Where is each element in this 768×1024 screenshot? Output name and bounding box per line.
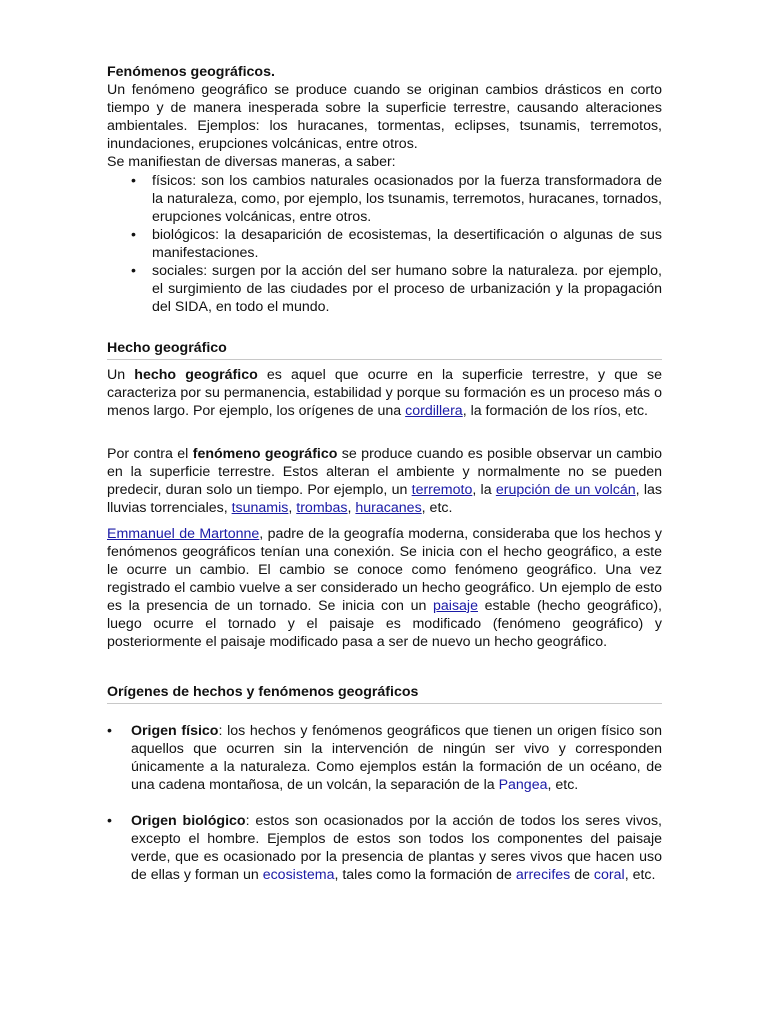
- paragraph-fenomeno: [107, 445, 662, 517]
- link-erupcion-volcan[interactable]: erupción de un volcán: [495, 482, 636, 498]
- text: ,: [347, 500, 356, 516]
- link-arrecifes[interactable]: arrecifes: [515, 867, 571, 883]
- manifest-line: Se manifiestan de diversas maneras, a saber:: [107, 154, 396, 170]
- paragraph-martonne: [107, 525, 662, 651]
- text: Un: [107, 367, 135, 383]
- link-pangea[interactable]: Pangea: [498, 777, 548, 793]
- link-paisaje[interactable]: paisaje: [433, 598, 478, 614]
- bullet-icon: •: [107, 813, 112, 829]
- link-emmanuel-de-martonne[interactable]: Emmanuel de Martonne: [107, 526, 260, 542]
- text: , tales como la formación de: [334, 867, 516, 883]
- list-item-text: sociales: surgen por la acción del ser humano sobre la naturaleza. por ejemplo, el surgimiento de las ciudades por el proceso de urbanización y la propagación del SIDA, en todo el mundo.: [152, 263, 662, 315]
- manifest-list: [107, 172, 662, 316]
- link-trombas[interactable]: trombas: [296, 500, 348, 516]
- text: : los hechos y fenómenos geográficos que tienen un origen físico son aquellos que ocurren sin la intervención de ningún ser vivo y corresponden únicamente a la naturaleza. Como ejemplos están la formación de un océano, de una cadena montañosa, de un volcán, la separación de la: [131, 723, 663, 793]
- text: , la: [472, 482, 496, 498]
- link-ecosistema[interactable]: ecosistema: [262, 867, 335, 883]
- text: ,: [288, 500, 297, 516]
- bullet-icon: •: [131, 227, 136, 243]
- bold-term: hecho geográfico: [134, 367, 258, 383]
- bullet-icon: •: [131, 173, 136, 189]
- link-terremoto[interactable]: terremoto: [411, 482, 473, 498]
- intro-paragraph: Un fenómeno geográfico se produce cuando se originan cambios drásticos en corto tiempo y de manera inesperada sobre la superficie terrestre, causando alteraciones ambientales. Ejemplos: los huracanes, tormentas, eclipses, tsunamis, terremotos, inundaciones, erupciones volcánicas, entre otros.: [107, 82, 662, 152]
- list-item: [107, 812, 662, 884]
- item-label: Origen biológico: [131, 813, 246, 829]
- list-item: [107, 262, 662, 316]
- heading-origenes: Orígenes de hechos y fenómenos geográficos: [107, 683, 662, 704]
- text: estable (hecho geográfico), luego ocurre el tornado y el paisaje es modificado (fenómeno geográfico) y posteriormente el paisaje modificado pasa a ser de nuevo un hecho geográfico.: [107, 598, 662, 650]
- link-huracanes[interactable]: huracanes: [355, 500, 422, 516]
- item-label: Origen físico: [131, 723, 219, 739]
- link-coral[interactable]: coral: [593, 867, 625, 883]
- text: Por contra el: [107, 446, 193, 462]
- paragraph-hecho: [107, 366, 662, 420]
- list-item-text: físicos: son los cambios naturales ocasionados por la fuerza transformadora de la naturaleza, como, por ejemplo, los tsunamis, terremotos, huracanes, tornados, erupciones volcánicas, entre otros.: [152, 173, 662, 225]
- text: , etc.: [421, 500, 453, 516]
- bold-term: fenómeno geográfico: [192, 446, 338, 462]
- bullet-icon: •: [131, 263, 136, 279]
- text: , padre de la geografía moderna, consideraba que los hechos y fenómenos geográficos tenían una conexión. Se inicia con el hecho geográfico, a este le ocurre un cambio. El cambio se conoce como fenómeno geográfico. Una vez registrado el cambio vuelve a ser considerado un hecho geográfico. Un ejemplo de esto es la presencia de un tornado. Se inicia con un: [107, 526, 662, 614]
- text: , las lluvias torrenciales,: [107, 482, 662, 516]
- text: , etc.: [547, 777, 579, 793]
- list-item: [107, 226, 662, 262]
- list-item-text: biológicos: la desaparición de ecosistemas, la desertificación o algunas de sus manifestaciones.: [152, 227, 662, 261]
- heading-hecho-geografico: Hecho geográfico: [107, 339, 662, 360]
- text: de: [570, 867, 594, 883]
- origin-list: [107, 722, 662, 884]
- section-fenomenos: [107, 63, 662, 171]
- list-item: [107, 172, 662, 226]
- bullet-icon: •: [107, 723, 112, 739]
- link-tsunamis[interactable]: tsunamis: [231, 500, 289, 516]
- text: , etc.: [624, 867, 656, 883]
- section-title: Fenómenos geográficos.: [107, 64, 275, 80]
- text: es aquel que ocurre en la superficie terrestre, y que se caracteriza por su permanencia, estabilidad y porque su formación es un proceso más o menos largo. Por ejemplo, los orígenes de una: [107, 367, 663, 419]
- text: se produce cuando es posible observar un cambio en la superficie terrestre. Estos alteran el ambiente y normalmente no se pueden predecir, duran solo un tiempo. Por ejemplo, un: [107, 446, 662, 498]
- text: , la formación de los ríos, etc.: [462, 403, 648, 419]
- link-cordillera[interactable]: cordillera: [405, 403, 463, 419]
- text: : estos son ocasionados por la acción de todos los seres vivos, excepto el hombre. Ejemplos de estos son todos los componentes del paisaje verde, que es ocasionado por la presencia de plantas y seres vivos que hacen uso de ellas y forman un: [131, 813, 662, 883]
- list-item: [107, 722, 662, 794]
